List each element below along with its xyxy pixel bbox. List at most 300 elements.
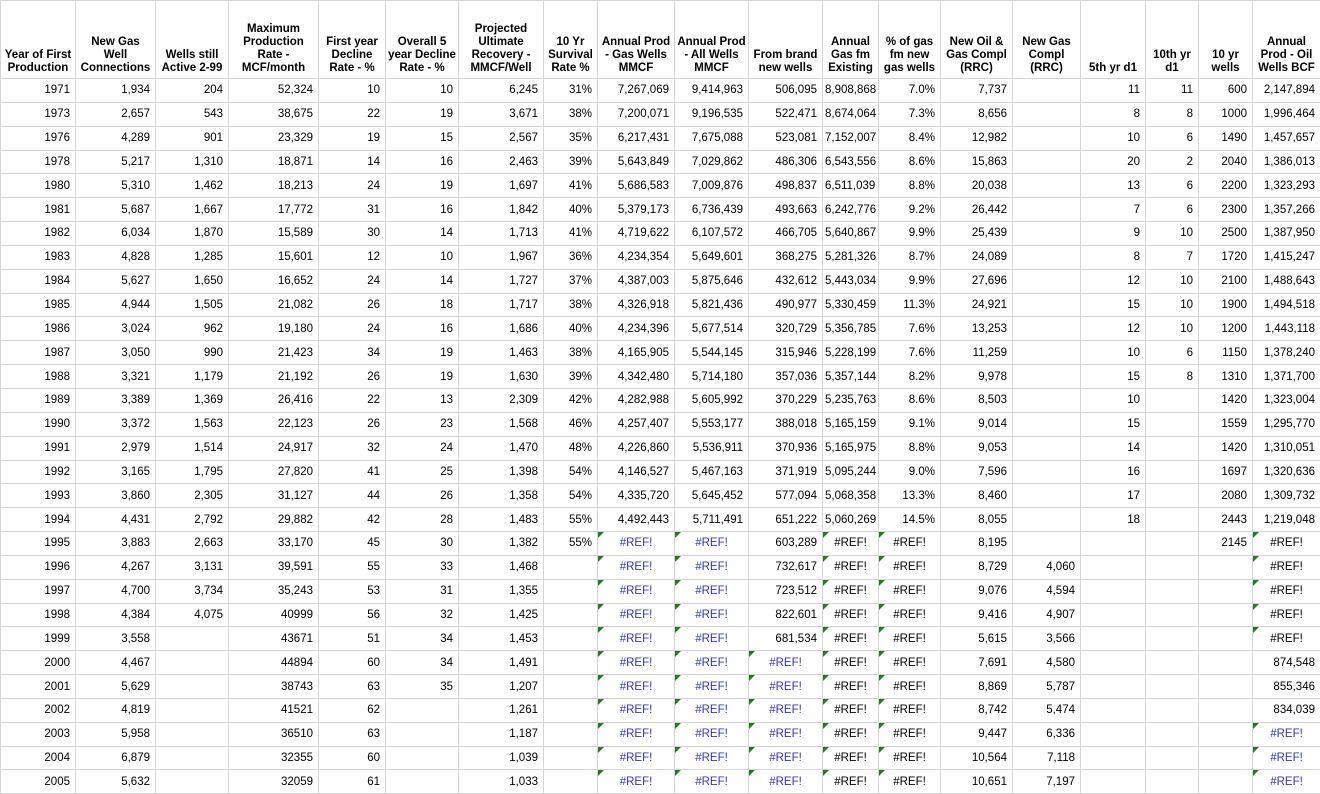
cell-pct-gas-fm-new-wells-1971[interactable]: 7.0% xyxy=(879,79,941,103)
cell-first-year-decline-rate-1987[interactable]: 34 xyxy=(319,341,386,365)
cell-annual-gas-fm-existing-1993[interactable]: 5,068,358 xyxy=(823,484,879,508)
cell-wells-still-active-1993[interactable]: 2,305 xyxy=(156,484,229,508)
cell-overall-5-year-decline-rate-1971[interactable]: 10 xyxy=(386,79,459,103)
cell-first-year-decline-rate-1991[interactable]: 32 xyxy=(319,436,386,460)
cell-new-gas-compl-rrc-1976[interactable] xyxy=(1013,126,1081,150)
cell-annual-gas-fm-existing-1998[interactable] xyxy=(823,603,879,627)
cell-annual-prod-oil-wells-1995[interactable] xyxy=(1253,532,1320,556)
cell-from-brand-new-wells-2000[interactable] xyxy=(749,651,823,675)
cell-projected-ultimate-recovery-1999[interactable]: 1,453 xyxy=(459,627,544,651)
cell-from-brand-new-wells-1997[interactable]: 723,512 xyxy=(749,579,823,603)
cell-new-oil-gas-compl-rrc-2003[interactable]: 9,447 xyxy=(941,722,1013,746)
cell-annual-prod-gas-wells-2002[interactable] xyxy=(598,698,675,722)
cell-new-gas-well-connections-1988[interactable]: 3,321 xyxy=(76,365,156,389)
cell-new-oil-gas-compl-rrc-2000[interactable]: 7,691 xyxy=(941,651,1013,675)
cell-10-yr-survival-rate-1971[interactable]: 31% xyxy=(544,79,598,103)
cell-5th-yr-d1-2001[interactable] xyxy=(1081,675,1146,699)
cell-new-oil-gas-compl-rrc-1996[interactable]: 8,729 xyxy=(941,555,1013,579)
cell-first-year-decline-rate-1983[interactable]: 12 xyxy=(319,245,386,269)
cell-10-yr-wells-1978[interactable]: 2040 xyxy=(1199,150,1253,174)
cell-from-brand-new-wells-1998[interactable]: 822,601 xyxy=(749,603,823,627)
cell-annual-prod-all-wells-1999[interactable] xyxy=(675,627,749,651)
cell-pct-gas-fm-new-wells-1990[interactable]: 9.1% xyxy=(879,412,941,436)
cell-annual-prod-all-wells-2002[interactable] xyxy=(675,698,749,722)
cell-5th-yr-d1-1978[interactable]: 20 xyxy=(1081,150,1146,174)
cell-new-gas-well-connections-1994[interactable]: 4,431 xyxy=(76,508,156,532)
cell-5th-yr-d1-1988[interactable]: 15 xyxy=(1081,365,1146,389)
cell-first-year-decline-rate-1971[interactable]: 10 xyxy=(319,79,386,103)
cell-new-oil-gas-compl-rrc-1991[interactable]: 9,053 xyxy=(941,436,1013,460)
cell-overall-5-year-decline-rate-1980[interactable]: 19 xyxy=(386,174,459,198)
cell-new-gas-compl-rrc-1988[interactable] xyxy=(1013,365,1081,389)
cell-max-production-rate-1980[interactable]: 18,213 xyxy=(229,174,319,198)
cell-10-yr-wells-1994[interactable]: 2443 xyxy=(1199,508,1253,532)
cell-overall-5-year-decline-rate-1988[interactable]: 19 xyxy=(386,365,459,389)
cell-5th-yr-d1-1994[interactable]: 18 xyxy=(1081,508,1146,532)
cell-new-gas-compl-rrc-1987[interactable] xyxy=(1013,341,1081,365)
cell-annual-prod-all-wells-1996[interactable] xyxy=(675,555,749,579)
cell-projected-ultimate-recovery-1990[interactable]: 1,568 xyxy=(459,412,544,436)
cell-year-2004[interactable]: 2004 xyxy=(1,746,76,770)
cell-annual-prod-all-wells-1989[interactable]: 5,605,992 xyxy=(675,388,749,412)
column-header-annual-prod-all-wells[interactable]: Annual Prod - All Wells MMCF xyxy=(675,1,749,79)
cell-wells-still-active-1997[interactable]: 3,734 xyxy=(156,579,229,603)
cell-wells-still-active-1973[interactable]: 543 xyxy=(156,102,229,126)
cell-projected-ultimate-recovery-1986[interactable]: 1,686 xyxy=(459,317,544,341)
cell-5th-yr-d1-1983[interactable]: 8 xyxy=(1081,245,1146,269)
cell-new-gas-compl-rrc-1992[interactable] xyxy=(1013,460,1081,484)
cell-new-oil-gas-compl-rrc-1984[interactable]: 27,696 xyxy=(941,269,1013,293)
cell-pct-gas-fm-new-wells-1987[interactable]: 7.6% xyxy=(879,341,941,365)
cell-10-yr-survival-rate-2002[interactable] xyxy=(544,698,598,722)
cell-from-brand-new-wells-2005[interactable] xyxy=(749,770,823,794)
cell-overall-5-year-decline-rate-2005[interactable] xyxy=(386,770,459,794)
cell-overall-5-year-decline-rate-1989[interactable]: 13 xyxy=(386,388,459,412)
column-header-annual-prod-oil-wells[interactable]: Annual Prod - Oil Wells BCF xyxy=(1253,1,1320,79)
cell-first-year-decline-rate-1995[interactable]: 45 xyxy=(319,532,386,556)
cell-annual-prod-gas-wells-1998[interactable] xyxy=(598,603,675,627)
cell-10-yr-survival-rate-1993[interactable]: 54% xyxy=(544,484,598,508)
cell-max-production-rate-1999[interactable]: 43671 xyxy=(229,627,319,651)
cell-first-year-decline-rate-1980[interactable]: 24 xyxy=(319,174,386,198)
cell-max-production-rate-2005[interactable]: 32059 xyxy=(229,770,319,794)
cell-annual-prod-oil-wells-1988[interactable]: 1,371,700 xyxy=(1253,365,1320,389)
cell-5th-yr-d1-1987[interactable]: 10 xyxy=(1081,341,1146,365)
cell-new-gas-well-connections-1971[interactable]: 1,934 xyxy=(76,79,156,103)
cell-new-oil-gas-compl-rrc-1982[interactable]: 25,439 xyxy=(941,222,1013,246)
cell-from-brand-new-wells-1986[interactable]: 320,729 xyxy=(749,317,823,341)
cell-10-yr-wells-1983[interactable]: 1720 xyxy=(1199,245,1253,269)
cell-year-2003[interactable]: 2003 xyxy=(1,722,76,746)
cell-new-gas-compl-rrc-1997[interactable]: 4,594 xyxy=(1013,579,1081,603)
cell-year-1989[interactable]: 1989 xyxy=(1,388,76,412)
cell-pct-gas-fm-new-wells-1993[interactable]: 13.3% xyxy=(879,484,941,508)
cell-new-gas-compl-rrc-1981[interactable] xyxy=(1013,198,1081,222)
cell-year-1973[interactable]: 1973 xyxy=(1,102,76,126)
cell-10th-yr-d1-1987[interactable]: 6 xyxy=(1146,341,1199,365)
cell-new-oil-gas-compl-rrc-1971[interactable]: 7,737 xyxy=(941,79,1013,103)
cell-new-gas-compl-rrc-1982[interactable] xyxy=(1013,222,1081,246)
cell-new-gas-well-connections-1999[interactable]: 3,558 xyxy=(76,627,156,651)
cell-annual-prod-gas-wells-1985[interactable]: 4,326,918 xyxy=(598,293,675,317)
cell-first-year-decline-rate-1988[interactable]: 26 xyxy=(319,365,386,389)
cell-annual-prod-oil-wells-1981[interactable]: 1,357,266 xyxy=(1253,198,1320,222)
cell-overall-5-year-decline-rate-1985[interactable]: 18 xyxy=(386,293,459,317)
cell-overall-5-year-decline-rate-1987[interactable]: 19 xyxy=(386,341,459,365)
cell-year-1994[interactable]: 1994 xyxy=(1,508,76,532)
cell-10th-yr-d1-1995[interactable] xyxy=(1146,532,1199,556)
cell-5th-yr-d1-1995[interactable] xyxy=(1081,532,1146,556)
cell-annual-prod-all-wells-2001[interactable] xyxy=(675,675,749,699)
cell-first-year-decline-rate-1976[interactable]: 19 xyxy=(319,126,386,150)
cell-max-production-rate-2004[interactable]: 32355 xyxy=(229,746,319,770)
column-header-5th-yr-d1[interactable]: 5th yr d1 xyxy=(1081,1,1146,79)
cell-10th-yr-d1-1978[interactable]: 2 xyxy=(1146,150,1199,174)
cell-overall-5-year-decline-rate-2000[interactable]: 34 xyxy=(386,651,459,675)
cell-annual-prod-oil-wells-2002[interactable]: 834,039 xyxy=(1253,698,1320,722)
cell-10th-yr-d1-2004[interactable] xyxy=(1146,746,1199,770)
cell-year-1988[interactable]: 1988 xyxy=(1,365,76,389)
cell-new-gas-well-connections-2005[interactable]: 5,632 xyxy=(76,770,156,794)
cell-overall-5-year-decline-rate-1991[interactable]: 24 xyxy=(386,436,459,460)
cell-new-gas-compl-rrc-1985[interactable] xyxy=(1013,293,1081,317)
cell-new-oil-gas-compl-rrc-1973[interactable]: 8,656 xyxy=(941,102,1013,126)
cell-new-gas-well-connections-1981[interactable]: 5,687 xyxy=(76,198,156,222)
cell-wells-still-active-1988[interactable]: 1,179 xyxy=(156,365,229,389)
cell-wells-still-active-1980[interactable]: 1,462 xyxy=(156,174,229,198)
cell-annual-prod-gas-wells-1984[interactable]: 4,387,003 xyxy=(598,269,675,293)
cell-first-year-decline-rate-2004[interactable]: 60 xyxy=(319,746,386,770)
cell-first-year-decline-rate-1993[interactable]: 44 xyxy=(319,484,386,508)
cell-annual-prod-oil-wells-1983[interactable]: 1,415,247 xyxy=(1253,245,1320,269)
cell-annual-prod-all-wells-1984[interactable]: 5,875,646 xyxy=(675,269,749,293)
cell-year-1999[interactable]: 1999 xyxy=(1,627,76,651)
cell-new-gas-well-connections-1987[interactable]: 3,050 xyxy=(76,341,156,365)
cell-5th-yr-d1-1971[interactable]: 11 xyxy=(1081,79,1146,103)
cell-new-oil-gas-compl-rrc-1998[interactable]: 9,416 xyxy=(941,603,1013,627)
cell-year-1981[interactable]: 1981 xyxy=(1,198,76,222)
cell-from-brand-new-wells-1981[interactable]: 493,663 xyxy=(749,198,823,222)
cell-annual-prod-gas-wells-1996[interactable] xyxy=(598,555,675,579)
column-header-new-oil-gas-compl-rrc[interactable]: New Oil & Gas Compl (RRC) xyxy=(941,1,1013,79)
cell-new-oil-gas-compl-rrc-2002[interactable]: 8,742 xyxy=(941,698,1013,722)
cell-new-oil-gas-compl-rrc-1997[interactable]: 9,076 xyxy=(941,579,1013,603)
cell-new-oil-gas-compl-rrc-1990[interactable]: 9,014 xyxy=(941,412,1013,436)
cell-annual-gas-fm-existing-1994[interactable]: 5,060,269 xyxy=(823,508,879,532)
cell-overall-5-year-decline-rate-2003[interactable] xyxy=(386,722,459,746)
cell-projected-ultimate-recovery-1993[interactable]: 1,358 xyxy=(459,484,544,508)
cell-year-1993[interactable]: 1993 xyxy=(1,484,76,508)
cell-year-1998[interactable]: 1998 xyxy=(1,603,76,627)
cell-5th-yr-d1-1985[interactable]: 15 xyxy=(1081,293,1146,317)
cell-wells-still-active-1990[interactable]: 1,563 xyxy=(156,412,229,436)
cell-annual-prod-all-wells-1981[interactable]: 6,736,439 xyxy=(675,198,749,222)
cell-5th-yr-d1-1973[interactable]: 8 xyxy=(1081,102,1146,126)
cell-projected-ultimate-recovery-1980[interactable]: 1,697 xyxy=(459,174,544,198)
cell-max-production-rate-1998[interactable]: 40999 xyxy=(229,603,319,627)
cell-wells-still-active-1976[interactable]: 901 xyxy=(156,126,229,150)
cell-annual-prod-oil-wells-1971[interactable]: 2,147,894 xyxy=(1253,79,1320,103)
cell-projected-ultimate-recovery-1982[interactable]: 1,713 xyxy=(459,222,544,246)
cell-annual-prod-oil-wells-2000[interactable]: 874,548 xyxy=(1253,651,1320,675)
cell-10-yr-wells-1973[interactable]: 1000 xyxy=(1199,102,1253,126)
cell-10-yr-survival-rate-1992[interactable]: 54% xyxy=(544,460,598,484)
cell-10th-yr-d1-1997[interactable] xyxy=(1146,579,1199,603)
cell-wells-still-active-1995[interactable]: 2,663 xyxy=(156,532,229,556)
cell-wells-still-active-1999[interactable] xyxy=(156,627,229,651)
cell-new-gas-well-connections-1998[interactable]: 4,384 xyxy=(76,603,156,627)
cell-overall-5-year-decline-rate-1981[interactable]: 16 xyxy=(386,198,459,222)
cell-year-1984[interactable]: 1984 xyxy=(1,269,76,293)
cell-annual-prod-all-wells-1983[interactable]: 5,649,601 xyxy=(675,245,749,269)
cell-wells-still-active-1984[interactable]: 1,650 xyxy=(156,269,229,293)
cell-10-yr-survival-rate-2001[interactable] xyxy=(544,675,598,699)
cell-first-year-decline-rate-2003[interactable]: 63 xyxy=(319,722,386,746)
cell-10th-yr-d1-1990[interactable] xyxy=(1146,412,1199,436)
cell-pct-gas-fm-new-wells-1995[interactable] xyxy=(879,532,941,556)
cell-10th-yr-d1-1988[interactable]: 8 xyxy=(1146,365,1199,389)
cell-10th-yr-d1-1991[interactable] xyxy=(1146,436,1199,460)
cell-year-1978[interactable]: 1978 xyxy=(1,150,76,174)
cell-annual-prod-all-wells-1985[interactable]: 5,821,436 xyxy=(675,293,749,317)
cell-from-brand-new-wells-1984[interactable]: 432,612 xyxy=(749,269,823,293)
cell-annual-gas-fm-existing-1996[interactable] xyxy=(823,555,879,579)
cell-annual-prod-oil-wells-1976[interactable]: 1,457,657 xyxy=(1253,126,1320,150)
cell-projected-ultimate-recovery-1997[interactable]: 1,355 xyxy=(459,579,544,603)
cell-annual-gas-fm-existing-2002[interactable] xyxy=(823,698,879,722)
cell-10-yr-wells-1993[interactable]: 2080 xyxy=(1199,484,1253,508)
cell-pct-gas-fm-new-wells-1996[interactable] xyxy=(879,555,941,579)
cell-wells-still-active-2002[interactable] xyxy=(156,698,229,722)
cell-new-gas-compl-rrc-2005[interactable]: 7,197 xyxy=(1013,770,1081,794)
cell-5th-yr-d1-1991[interactable]: 14 xyxy=(1081,436,1146,460)
cell-projected-ultimate-recovery-1992[interactable]: 1,398 xyxy=(459,460,544,484)
cell-first-year-decline-rate-1992[interactable]: 41 xyxy=(319,460,386,484)
cell-10th-yr-d1-1976[interactable]: 6 xyxy=(1146,126,1199,150)
cell-annual-gas-fm-existing-1997[interactable] xyxy=(823,579,879,603)
cell-overall-5-year-decline-rate-1994[interactable]: 28 xyxy=(386,508,459,532)
cell-from-brand-new-wells-2003[interactable] xyxy=(749,722,823,746)
cell-wells-still-active-2003[interactable] xyxy=(156,722,229,746)
cell-10th-yr-d1-1982[interactable]: 10 xyxy=(1146,222,1199,246)
cell-annual-prod-gas-wells-1973[interactable]: 7,200,071 xyxy=(598,102,675,126)
cell-10-yr-wells-1986[interactable]: 1200 xyxy=(1199,317,1253,341)
cell-new-oil-gas-compl-rrc-1980[interactable]: 20,038 xyxy=(941,174,1013,198)
cell-new-oil-gas-compl-rrc-1988[interactable]: 9,978 xyxy=(941,365,1013,389)
cell-new-gas-well-connections-1982[interactable]: 6,034 xyxy=(76,222,156,246)
cell-new-oil-gas-compl-rrc-1992[interactable]: 7,596 xyxy=(941,460,1013,484)
cell-projected-ultimate-recovery-2002[interactable]: 1,261 xyxy=(459,698,544,722)
cell-from-brand-new-wells-1983[interactable]: 368,275 xyxy=(749,245,823,269)
cell-annual-gas-fm-existing-1983[interactable]: 5,281,326 xyxy=(823,245,879,269)
cell-annual-prod-all-wells-1995[interactable] xyxy=(675,532,749,556)
cell-10th-yr-d1-1998[interactable] xyxy=(1146,603,1199,627)
cell-new-gas-well-connections-2000[interactable]: 4,467 xyxy=(76,651,156,675)
cell-annual-prod-gas-wells-1997[interactable] xyxy=(598,579,675,603)
cell-from-brand-new-wells-1978[interactable]: 486,306 xyxy=(749,150,823,174)
cell-5th-yr-d1-1992[interactable]: 16 xyxy=(1081,460,1146,484)
cell-10-yr-wells-1987[interactable]: 1150 xyxy=(1199,341,1253,365)
column-header-first-year-decline-rate[interactable]: First year Decline Rate - % xyxy=(319,1,386,79)
cell-new-gas-compl-rrc-1989[interactable] xyxy=(1013,388,1081,412)
cell-wells-still-active-1989[interactable]: 1,369 xyxy=(156,388,229,412)
cell-projected-ultimate-recovery-1996[interactable]: 1,468 xyxy=(459,555,544,579)
cell-wells-still-active-1982[interactable]: 1,870 xyxy=(156,222,229,246)
cell-10-yr-survival-rate-1988[interactable]: 39% xyxy=(544,365,598,389)
cell-10-yr-wells-1995[interactable]: 2145 xyxy=(1199,532,1253,556)
cell-pct-gas-fm-new-wells-2000[interactable] xyxy=(879,651,941,675)
cell-overall-5-year-decline-rate-1996[interactable]: 33 xyxy=(386,555,459,579)
cell-max-production-rate-1993[interactable]: 31,127 xyxy=(229,484,319,508)
column-header-year[interactable]: Year of First Production xyxy=(1,1,76,79)
cell-new-oil-gas-compl-rrc-1993[interactable]: 8,460 xyxy=(941,484,1013,508)
cell-from-brand-new-wells-1980[interactable]: 498,837 xyxy=(749,174,823,198)
cell-10th-yr-d1-1986[interactable]: 10 xyxy=(1146,317,1199,341)
cell-pct-gas-fm-new-wells-1992[interactable]: 9.0% xyxy=(879,460,941,484)
cell-pct-gas-fm-new-wells-2003[interactable] xyxy=(879,722,941,746)
cell-first-year-decline-rate-1989[interactable]: 22 xyxy=(319,388,386,412)
cell-5th-yr-d1-1990[interactable]: 15 xyxy=(1081,412,1146,436)
cell-overall-5-year-decline-rate-1995[interactable]: 30 xyxy=(386,532,459,556)
cell-annual-prod-oil-wells-1994[interactable]: 1,219,048 xyxy=(1253,508,1320,532)
cell-annual-prod-gas-wells-2004[interactable] xyxy=(598,746,675,770)
cell-5th-yr-d1-2002[interactable] xyxy=(1081,698,1146,722)
cell-wells-still-active-1985[interactable]: 1,505 xyxy=(156,293,229,317)
cell-annual-prod-all-wells-2003[interactable] xyxy=(675,722,749,746)
cell-5th-yr-d1-2000[interactable] xyxy=(1081,651,1146,675)
cell-from-brand-new-wells-1999[interactable]: 681,534 xyxy=(749,627,823,651)
cell-annual-prod-gas-wells-1982[interactable]: 4,719,622 xyxy=(598,222,675,246)
cell-10-yr-wells-1999[interactable] xyxy=(1199,627,1253,651)
cell-projected-ultimate-recovery-2005[interactable]: 1,033 xyxy=(459,770,544,794)
cell-10-yr-survival-rate-1999[interactable] xyxy=(544,627,598,651)
cell-annual-prod-oil-wells-1998[interactable] xyxy=(1253,603,1320,627)
cell-annual-prod-gas-wells-1989[interactable]: 4,282,988 xyxy=(598,388,675,412)
column-header-new-gas-well-connections[interactable]: New Gas Well Connections xyxy=(76,1,156,79)
cell-max-production-rate-1982[interactable]: 15,589 xyxy=(229,222,319,246)
cell-10-yr-survival-rate-1989[interactable]: 42% xyxy=(544,388,598,412)
cell-new-gas-compl-rrc-1986[interactable] xyxy=(1013,317,1081,341)
cell-new-gas-well-connections-1991[interactable]: 2,979 xyxy=(76,436,156,460)
cell-annual-gas-fm-existing-1971[interactable]: 8,908,868 xyxy=(823,79,879,103)
cell-annual-gas-fm-existing-1988[interactable]: 5,357,144 xyxy=(823,365,879,389)
cell-annual-prod-all-wells-1998[interactable] xyxy=(675,603,749,627)
cell-max-production-rate-2002[interactable]: 41521 xyxy=(229,698,319,722)
cell-annual-prod-oil-wells-1991[interactable]: 1,310,051 xyxy=(1253,436,1320,460)
cell-year-1971[interactable]: 1971 xyxy=(1,79,76,103)
cell-annual-prod-all-wells-1980[interactable]: 7,009,876 xyxy=(675,174,749,198)
cell-overall-5-year-decline-rate-1990[interactable]: 23 xyxy=(386,412,459,436)
cell-annual-prod-gas-wells-1993[interactable]: 4,335,720 xyxy=(598,484,675,508)
cell-first-year-decline-rate-1981[interactable]: 31 xyxy=(319,198,386,222)
cell-new-gas-compl-rrc-2003[interactable]: 6,336 xyxy=(1013,722,1081,746)
cell-10th-yr-d1-1985[interactable]: 10 xyxy=(1146,293,1199,317)
cell-10-yr-survival-rate-1985[interactable]: 38% xyxy=(544,293,598,317)
cell-wells-still-active-1971[interactable]: 204 xyxy=(156,79,229,103)
cell-from-brand-new-wells-1993[interactable]: 577,094 xyxy=(749,484,823,508)
cell-10th-yr-d1-1992[interactable] xyxy=(1146,460,1199,484)
cell-pct-gas-fm-new-wells-1989[interactable]: 8.6% xyxy=(879,388,941,412)
cell-projected-ultimate-recovery-1971[interactable]: 6,245 xyxy=(459,79,544,103)
cell-wells-still-active-2000[interactable] xyxy=(156,651,229,675)
cell-new-gas-well-connections-2003[interactable]: 5,958 xyxy=(76,722,156,746)
cell-year-1982[interactable]: 1982 xyxy=(1,222,76,246)
column-header-from-brand-new-wells[interactable]: From brand new wells xyxy=(749,1,823,79)
cell-annual-gas-fm-existing-1992[interactable]: 5,095,244 xyxy=(823,460,879,484)
cell-annual-gas-fm-existing-2001[interactable] xyxy=(823,675,879,699)
cell-first-year-decline-rate-1985[interactable]: 26 xyxy=(319,293,386,317)
cell-10-yr-wells-1997[interactable] xyxy=(1199,579,1253,603)
cell-max-production-rate-1978[interactable]: 18,871 xyxy=(229,150,319,174)
cell-from-brand-new-wells-1995[interactable]: 603,289 xyxy=(749,532,823,556)
cell-new-gas-well-connections-1993[interactable]: 3,860 xyxy=(76,484,156,508)
column-header-max-production-rate[interactable]: Maximum Production Rate - MCF/month xyxy=(229,1,319,79)
cell-annual-prod-oil-wells-1987[interactable]: 1,378,240 xyxy=(1253,341,1320,365)
cell-new-gas-compl-rrc-2001[interactable]: 5,787 xyxy=(1013,675,1081,699)
cell-new-gas-well-connections-1995[interactable]: 3,883 xyxy=(76,532,156,556)
cell-annual-prod-all-wells-2005[interactable] xyxy=(675,770,749,794)
cell-pct-gas-fm-new-wells-1988[interactable]: 8.2% xyxy=(879,365,941,389)
cell-overall-5-year-decline-rate-1978[interactable]: 16 xyxy=(386,150,459,174)
cell-new-gas-compl-rrc-1980[interactable] xyxy=(1013,174,1081,198)
cell-pct-gas-fm-new-wells-1982[interactable]: 9.9% xyxy=(879,222,941,246)
cell-max-production-rate-1976[interactable]: 23,329 xyxy=(229,126,319,150)
cell-pct-gas-fm-new-wells-1983[interactable]: 8.7% xyxy=(879,245,941,269)
cell-annual-prod-all-wells-1976[interactable]: 7,675,088 xyxy=(675,126,749,150)
cell-overall-5-year-decline-rate-1992[interactable]: 25 xyxy=(386,460,459,484)
cell-max-production-rate-1997[interactable]: 35,243 xyxy=(229,579,319,603)
cell-max-production-rate-1985[interactable]: 21,082 xyxy=(229,293,319,317)
cell-10th-yr-d1-2005[interactable] xyxy=(1146,770,1199,794)
cell-annual-gas-fm-existing-1973[interactable]: 8,674,064 xyxy=(823,102,879,126)
cell-wells-still-active-1986[interactable]: 962 xyxy=(156,317,229,341)
cell-10-yr-survival-rate-1998[interactable] xyxy=(544,603,598,627)
cell-max-production-rate-1994[interactable]: 29,882 xyxy=(229,508,319,532)
cell-5th-yr-d1-2003[interactable] xyxy=(1081,722,1146,746)
cell-new-gas-well-connections-1978[interactable]: 5,217 xyxy=(76,150,156,174)
cell-10-yr-survival-rate-1984[interactable]: 37% xyxy=(544,269,598,293)
cell-max-production-rate-2001[interactable]: 38743 xyxy=(229,675,319,699)
cell-annual-gas-fm-existing-2005[interactable] xyxy=(823,770,879,794)
cell-first-year-decline-rate-1999[interactable]: 51 xyxy=(319,627,386,651)
cell-new-gas-compl-rrc-1999[interactable]: 3,566 xyxy=(1013,627,1081,651)
cell-projected-ultimate-recovery-1983[interactable]: 1,967 xyxy=(459,245,544,269)
cell-10-yr-wells-1982[interactable]: 2500 xyxy=(1199,222,1253,246)
cell-overall-5-year-decline-rate-1973[interactable]: 19 xyxy=(386,102,459,126)
cell-max-production-rate-1988[interactable]: 21,192 xyxy=(229,365,319,389)
cell-10-yr-wells-2001[interactable] xyxy=(1199,675,1253,699)
cell-10th-yr-d1-1994[interactable] xyxy=(1146,508,1199,532)
cell-from-brand-new-wells-1976[interactable]: 523,081 xyxy=(749,126,823,150)
cell-10-yr-survival-rate-1996[interactable] xyxy=(544,555,598,579)
cell-annual-prod-all-wells-1994[interactable]: 5,711,491 xyxy=(675,508,749,532)
cell-annual-gas-fm-existing-1987[interactable]: 5,228,199 xyxy=(823,341,879,365)
cell-new-oil-gas-compl-rrc-2004[interactable]: 10,564 xyxy=(941,746,1013,770)
cell-10-yr-wells-1981[interactable]: 2300 xyxy=(1199,198,1253,222)
cell-annual-prod-gas-wells-1980[interactable]: 5,686,583 xyxy=(598,174,675,198)
cell-5th-yr-d1-1986[interactable]: 12 xyxy=(1081,317,1146,341)
cell-new-oil-gas-compl-rrc-1999[interactable]: 5,615 xyxy=(941,627,1013,651)
cell-projected-ultimate-recovery-2000[interactable]: 1,491 xyxy=(459,651,544,675)
cell-new-oil-gas-compl-rrc-2001[interactable]: 8,869 xyxy=(941,675,1013,699)
cell-annual-prod-all-wells-1988[interactable]: 5,714,180 xyxy=(675,365,749,389)
cell-annual-prod-gas-wells-1976[interactable]: 6,217,431 xyxy=(598,126,675,150)
cell-year-2002[interactable]: 2002 xyxy=(1,698,76,722)
cell-annual-prod-all-wells-1987[interactable]: 5,544,145 xyxy=(675,341,749,365)
cell-5th-yr-d1-1982[interactable]: 9 xyxy=(1081,222,1146,246)
cell-annual-prod-all-wells-1990[interactable]: 5,553,177 xyxy=(675,412,749,436)
cell-new-gas-compl-rrc-1995[interactable] xyxy=(1013,532,1081,556)
